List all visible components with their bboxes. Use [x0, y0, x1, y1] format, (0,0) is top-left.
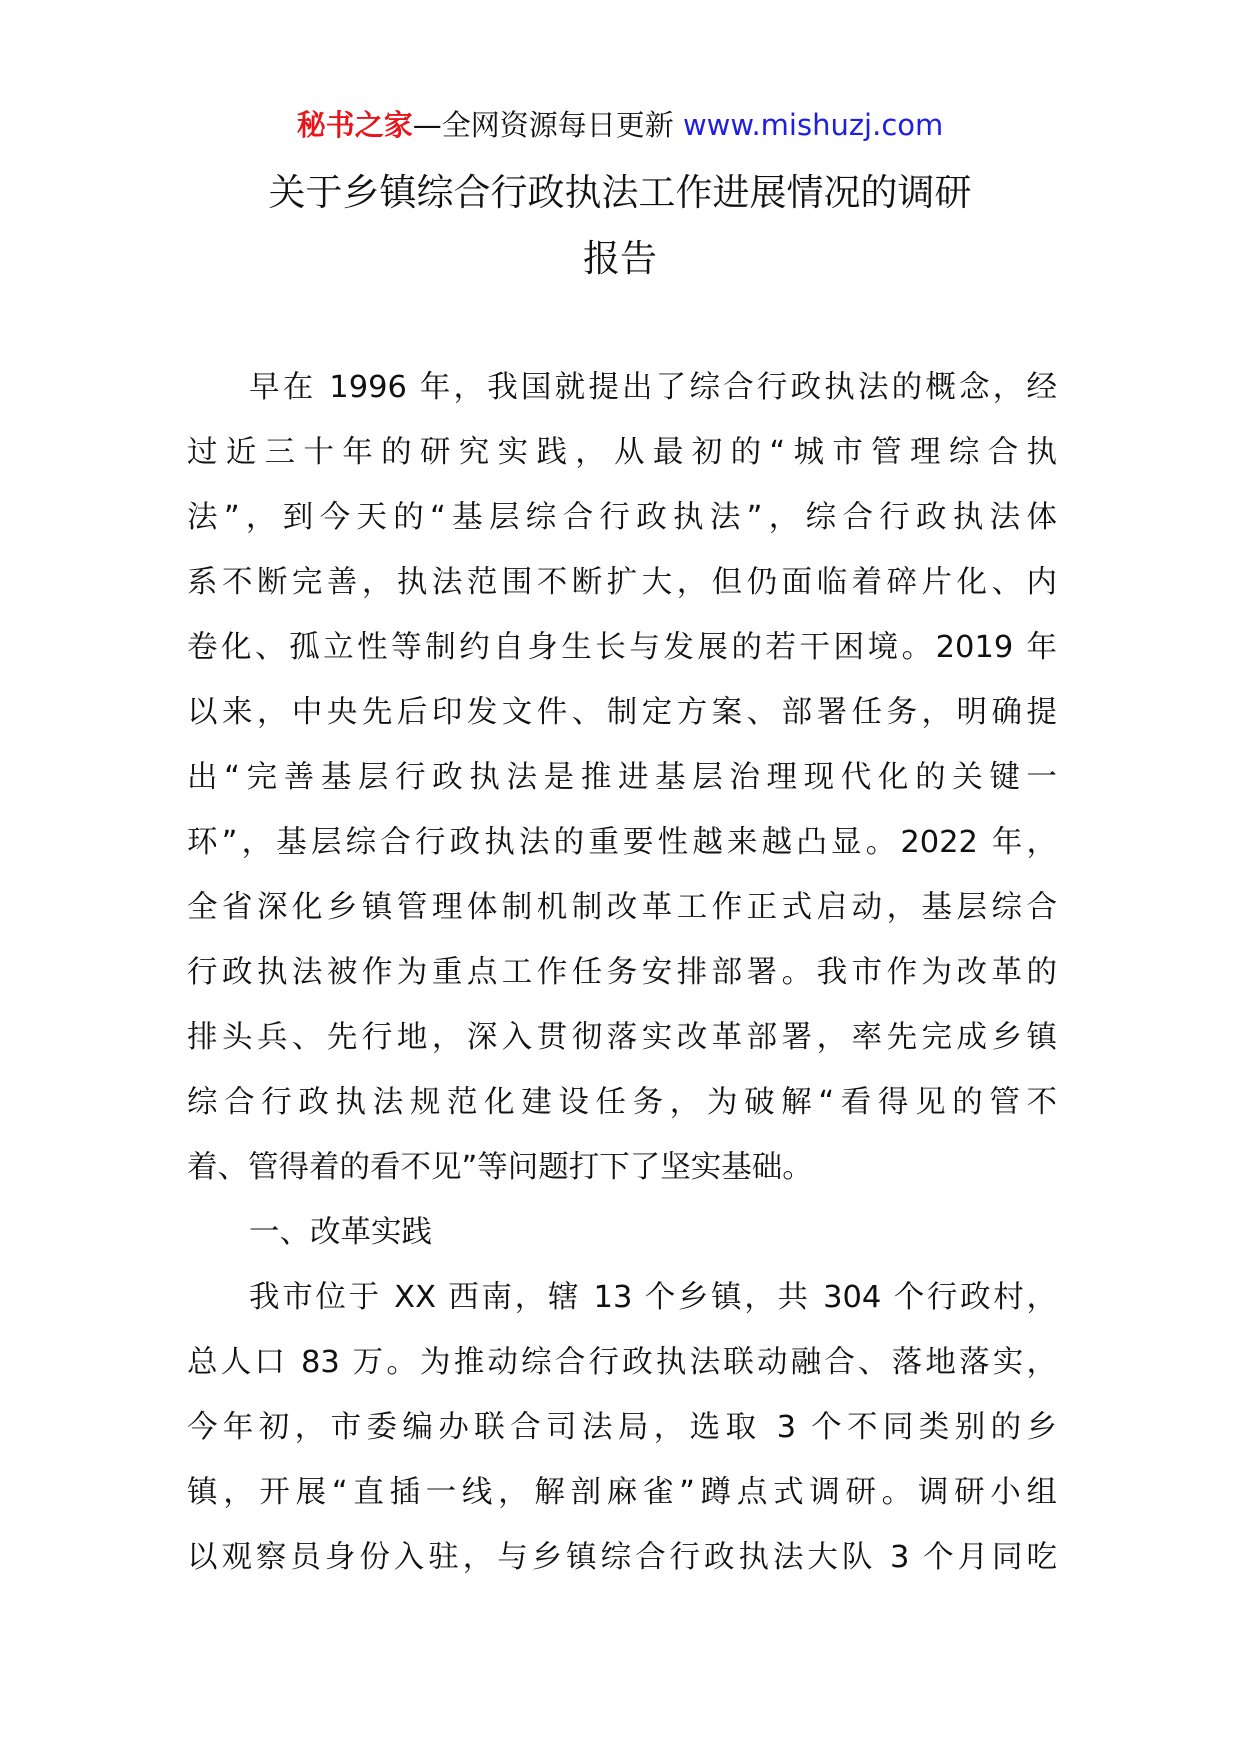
document-title-line-2: 报告 [583, 237, 657, 280]
site-url-link[interactable]: www.mishuzj.com [682, 108, 944, 142]
text-line: 法”，到今天的“基层综合行政执法”，综合行政执法体 [187, 500, 1057, 535]
paragraph-intro [187, 355, 1057, 1200]
text-line: 环”，基层综合行政执法的重要性越来越凸显。2022 年， [187, 825, 1057, 860]
document-title [200, 160, 1040, 292]
text-line: 镇，开展“直插一线，解剖麻雀”蹲点式调研。调研小组 [187, 1475, 1057, 1510]
text-line: 全省深化乡镇管理体制机制改革工作正式启动，基层综合 [187, 890, 1057, 925]
text-line: 卷化、孤立性等制约自身生长与发展的若干困境。2019 年 [187, 630, 1057, 665]
paragraph-reform-practice [187, 1265, 1057, 1590]
text-line: 早在 1996 年，我国就提出了综合行政执法的概念，经 [249, 370, 1057, 405]
watermark-header [0, 100, 1240, 150]
text-line: 以来，中央先后印发文件、制定方案、部署任务，明确提 [187, 695, 1057, 730]
text-line: 我市位于 XX 西南，辖 13 个乡镇，共 304 个行政村， [249, 1280, 1057, 1315]
section-heading-reform-practice: 一、改革实践 [249, 1215, 432, 1250]
text-line: 排头兵、先行地，深入贯彻落实改革部署，率先完成乡镇 [187, 1020, 1057, 1055]
document-body [187, 355, 1057, 1590]
text-line: 出“完善基层行政执法是推进基层治理现代化的关键一 [187, 760, 1057, 795]
header-tagline: —全网资源每日更新 [412, 108, 674, 142]
text-line: 过近三十年的研究实践，从最初的“城市管理综合执 [187, 435, 1057, 470]
brand-name: 秘书之家 [296, 108, 413, 142]
text-line: 综合行政执法规范化建设任务，为破解“看得见的管不 [187, 1085, 1057, 1120]
text-line: 行政执法被作为重点工作任务安排部署。我市作为改革的 [187, 955, 1057, 990]
text-line: 总人口 83 万。为推动综合行政执法联动融合、落地落实， [187, 1345, 1057, 1380]
text-line: 今年初，市委编办联合司法局，选取 3 个不同类别的乡 [187, 1410, 1057, 1445]
text-line: 着、管得着的看不见”等问题打下了坚实基础。 [187, 1150, 813, 1185]
text-line: 系不断完善，执法范围不断扩大，但仍面临着碎片化、内 [187, 565, 1057, 600]
document-title-line-1: 关于乡镇综合行政执法工作进展情况的调研 [268, 171, 972, 214]
text-line: 以观察员身份入驻，与乡镇综合行政执法大队 3 个月同吃 [187, 1540, 1057, 1575]
